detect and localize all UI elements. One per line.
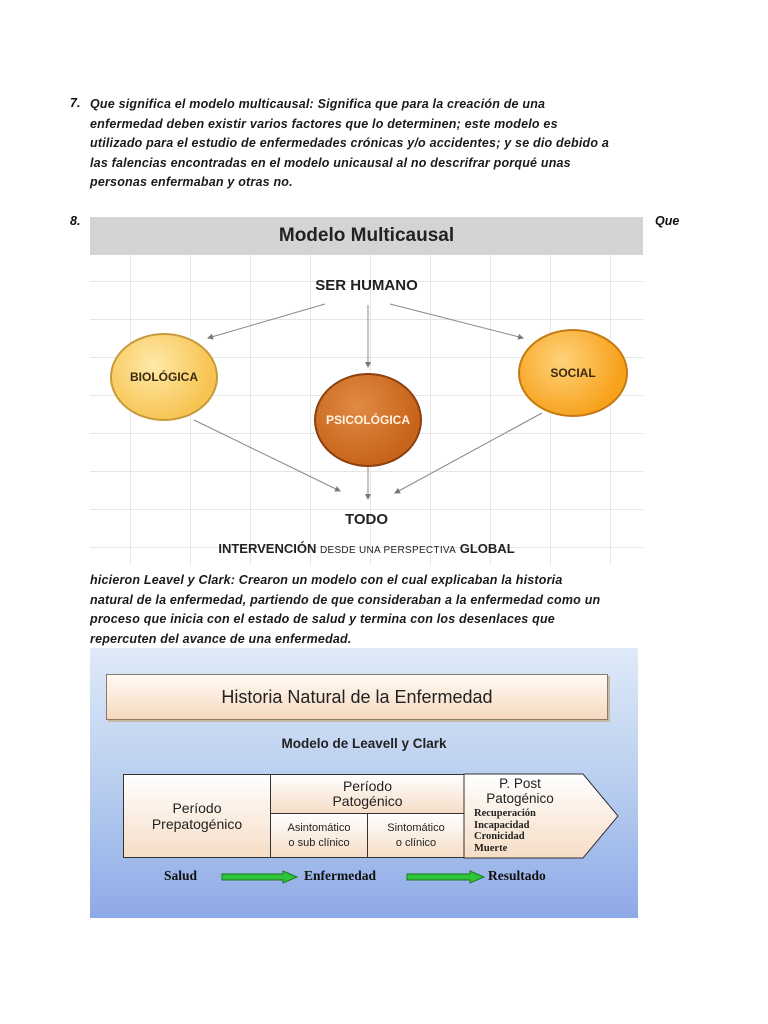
flow-salud: Salud bbox=[164, 868, 198, 883]
outcome-item: Cronicidad bbox=[474, 831, 525, 842]
item-8-paragraph bbox=[90, 571, 600, 649]
postpatogenic-label-2: Patogénico bbox=[486, 791, 554, 806]
paragraph-line: natural de la enfermedad, partiendo de que consideraban a la enfermedad como un bbox=[90, 592, 601, 607]
asymptomatic-box bbox=[270, 813, 368, 858]
symptomatic-label-1: Sintomático bbox=[387, 821, 445, 834]
green-arrow-icon bbox=[221, 870, 299, 884]
symptomatic-box bbox=[367, 813, 465, 858]
postpatogenic-title bbox=[465, 776, 575, 806]
prepatogenic-label-2: Prepatogénico bbox=[151, 816, 243, 832]
item-7-paragraph bbox=[90, 95, 609, 193]
intervention-caption bbox=[90, 541, 643, 556]
figure-subtitle: Modelo de Leavell y Clark bbox=[281, 736, 447, 751]
natural-history-figure bbox=[90, 648, 638, 918]
flow-enfermedad: Enfermedad bbox=[304, 868, 376, 883]
psicologica-circle bbox=[314, 373, 422, 467]
figure-title: Historia Natural de la Enfermedad bbox=[106, 674, 608, 720]
paragraph-line: utilizado para el estudio de enfermedades crónicas y/o accidentes; y se dio debido a bbox=[90, 136, 610, 150]
paragraph-line: personas enfermaban y otras no. bbox=[90, 175, 293, 189]
outcomes-list bbox=[474, 808, 536, 854]
psicologica-label: PSICOLÓGICA bbox=[325, 413, 410, 427]
outcome-item: Muerte bbox=[474, 842, 508, 854]
outcome-item: Incapacidad bbox=[474, 819, 530, 831]
postpatogenic-label-1: P. Post bbox=[499, 776, 541, 791]
caption-global: GLOBAL bbox=[459, 541, 515, 556]
biologica-label: BIOLÓGICA bbox=[130, 370, 198, 384]
paragraph-line: las falencias encontradas en el modelo unicausal al no descrifrar porqué unas bbox=[90, 155, 571, 170]
patogenic-label-2: Patogénico bbox=[332, 793, 403, 809]
figure-title: Modelo Multicausal bbox=[90, 217, 643, 255]
caption-perspectiva: DESDE UNA PERSPECTIVA bbox=[319, 545, 457, 556]
paragraph-line: hicieron Leavel y Clark: Crearon un modelo con el cual explicaban la historia bbox=[90, 573, 563, 587]
caption-intervencion: INTERVENCIÓN bbox=[218, 541, 317, 556]
ser-humano-label: SER HUMANO bbox=[315, 277, 418, 294]
paragraph-line: Que significa el modelo multicausal: Significa que para la creación de una bbox=[90, 97, 546, 111]
asymptomatic-label-2: o sub clínico bbox=[288, 836, 350, 849]
prepatogenic-box bbox=[123, 774, 271, 858]
outcome-item: Recuperación bbox=[474, 808, 536, 819]
item-8-number: 8. bbox=[70, 214, 81, 228]
patogenic-label-1: Período bbox=[342, 778, 393, 794]
multicausal-model-figure bbox=[90, 215, 643, 565]
biologica-circle bbox=[110, 333, 218, 421]
social-circle bbox=[518, 329, 628, 417]
item-7-number: 7. bbox=[70, 96, 81, 110]
asymptomatic-label-1: Asintomático bbox=[287, 821, 351, 834]
paragraph-line: enfermedad deben existir varios factores que lo determinen; este modelo es bbox=[90, 116, 558, 131]
todo-label: TODO bbox=[344, 511, 389, 528]
patogenic-box bbox=[270, 774, 465, 814]
item-8-que: Que bbox=[655, 214, 680, 228]
flow-resultado: Resultado bbox=[488, 868, 546, 883]
prepatogenic-label-1: Período bbox=[172, 800, 222, 816]
social-label: SOCIAL bbox=[550, 366, 596, 380]
green-arrow-icon bbox=[406, 870, 486, 884]
symptomatic-label-2: o clínico bbox=[395, 836, 437, 849]
paragraph-line: proceso que inicia con el estado de salud y termina con los desenlaces que bbox=[90, 612, 555, 626]
paragraph-line: repercuten del avance de una enfermedad. bbox=[90, 631, 352, 646]
